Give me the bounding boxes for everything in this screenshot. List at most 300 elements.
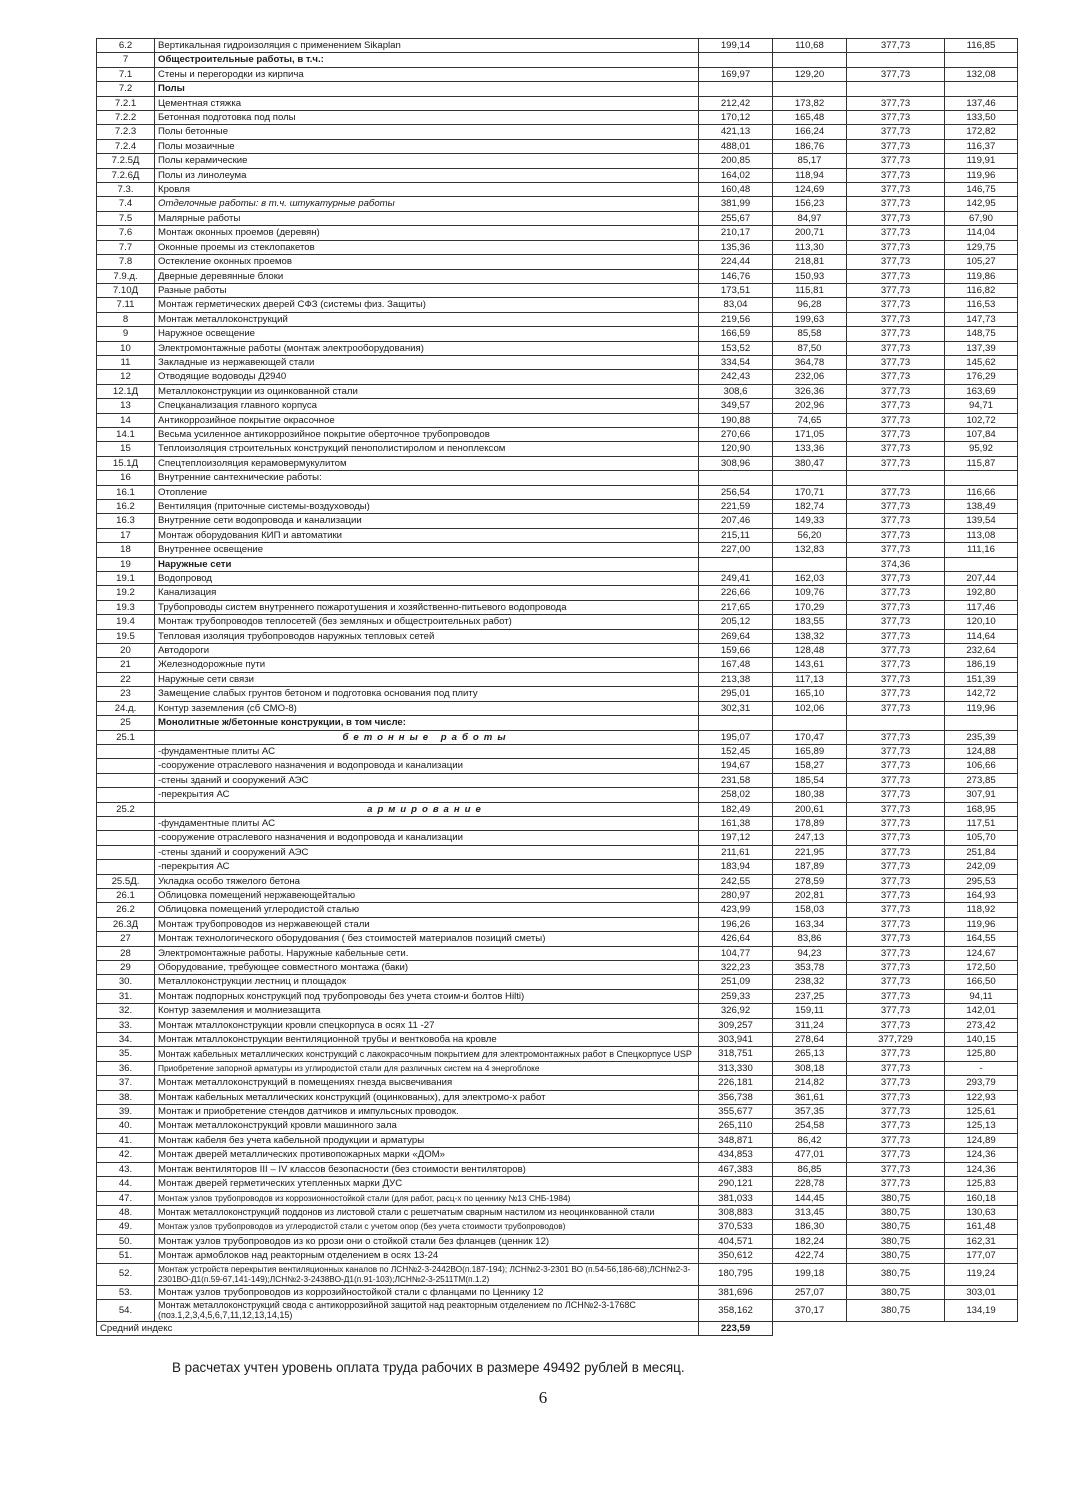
value-col2: 202,81 xyxy=(773,888,847,902)
value-col3: 377,73 xyxy=(847,744,945,758)
page-number: 6 xyxy=(538,1388,548,1407)
document-page xyxy=(96,38,1014,1336)
row-number: 53. xyxy=(97,1285,155,1299)
value-col3: 377,73 xyxy=(847,67,945,81)
value-col2: 353,78 xyxy=(773,961,847,975)
row-number: 32. xyxy=(97,1004,155,1018)
value-col1: 434,853 xyxy=(699,1148,773,1162)
row-name: Монтаж кабельных металлических конструкций с лакокрасочным покрытием для электромонтажных работ в Спецкорпусе USP xyxy=(155,1047,699,1061)
value-col3: 377,73 xyxy=(847,773,945,787)
table-row xyxy=(97,1249,1018,1263)
table-row xyxy=(97,111,1018,125)
row-number: 19.2 xyxy=(97,586,155,600)
table-row xyxy=(97,1191,1018,1205)
value-col1: 290,121 xyxy=(699,1177,773,1191)
value-col4: 124,36 xyxy=(945,1162,1018,1176)
value-col2: 115,81 xyxy=(773,283,847,297)
value-col4: 119,96 xyxy=(945,168,1018,182)
value-col1: 182,49 xyxy=(699,802,773,816)
row-number: 30. xyxy=(97,975,155,989)
table-row xyxy=(97,816,1018,830)
value-col2: 182,24 xyxy=(773,1234,847,1248)
row-name: Внутренние сантехнические работы: xyxy=(155,471,699,485)
value-col1: 381,696 xyxy=(699,1285,773,1299)
value-col2: 247,13 xyxy=(773,831,847,845)
value-col4: 134,19 xyxy=(945,1299,1018,1321)
value-col1: 270,66 xyxy=(699,427,773,441)
value-col2: 128,48 xyxy=(773,644,847,658)
value-col4: 232,64 xyxy=(945,644,1018,658)
row-name: Монтаж мталлоконструкции вентиляционной трубы и вентковоба на кровле xyxy=(155,1033,699,1047)
table-row xyxy=(97,67,1018,81)
value-col3: 377,73 xyxy=(847,1061,945,1075)
row-number: 36. xyxy=(97,1061,155,1075)
value-col1: 196,26 xyxy=(699,917,773,931)
value-col2: 170,29 xyxy=(773,600,847,614)
row-name: Монолитные ж/бетонные конструкции, в том числе: xyxy=(155,716,699,730)
value-col3: 377,73 xyxy=(847,427,945,441)
row-number: 19 xyxy=(97,557,155,571)
row-name: Закладные из нержавеющей стали xyxy=(155,355,699,369)
table-row xyxy=(97,154,1018,168)
value-col3: 377,73 xyxy=(847,456,945,470)
value-col3: 380,75 xyxy=(847,1285,945,1299)
value-col3: 377,73 xyxy=(847,802,945,816)
value-col2: 308,18 xyxy=(773,1061,847,1075)
table-row xyxy=(97,759,1018,773)
value-col2: 133,36 xyxy=(773,442,847,456)
value-col4: 125,83 xyxy=(945,1177,1018,1191)
row-number: 29 xyxy=(97,961,155,975)
value-col1: 219,56 xyxy=(699,312,773,326)
row-number: 21 xyxy=(97,658,155,672)
value-col2: 110,68 xyxy=(773,39,847,53)
row-number xyxy=(97,816,155,830)
value-col2: 170,71 xyxy=(773,485,847,499)
value-col3: 377,73 xyxy=(847,1148,945,1162)
row-name: Спецканализация главного корпуса xyxy=(155,399,699,413)
value-col1: 370,533 xyxy=(699,1220,773,1234)
value-col2: 214,82 xyxy=(773,1076,847,1090)
value-col2: 238,32 xyxy=(773,975,847,989)
row-number: 22 xyxy=(97,672,155,686)
row-name: Монтаж армоблоков над реакторным отделением в осях 13-24 xyxy=(155,1249,699,1263)
value-col2: 232,06 xyxy=(773,370,847,384)
value-col1: 356,738 xyxy=(699,1090,773,1104)
footnote: В расчетах учтен уровень оплата труда рабочих в размере 49492 рублей в месяц. xyxy=(172,1360,685,1375)
value-col2: 159,11 xyxy=(773,1004,847,1018)
value-col2: 166,24 xyxy=(773,125,847,139)
value-col2: 278,59 xyxy=(773,874,847,888)
value-col4: 105,70 xyxy=(945,831,1018,845)
value-col2: 56,20 xyxy=(773,528,847,542)
value-col3: 377,73 xyxy=(847,1105,945,1119)
value-col1: 381,99 xyxy=(699,197,773,211)
value-col1: 308,883 xyxy=(699,1205,773,1219)
row-number: 39. xyxy=(97,1105,155,1119)
value-col2: 94,23 xyxy=(773,946,847,960)
value-col2: 149,33 xyxy=(773,514,847,528)
table-row xyxy=(97,197,1018,211)
value-col2: 200,71 xyxy=(773,226,847,240)
value-col3: 377,73 xyxy=(847,312,945,326)
table-row xyxy=(97,1004,1018,1018)
value-col3: 377,73 xyxy=(847,1004,945,1018)
value-col3: 380,75 xyxy=(847,1191,945,1205)
row-name: Замещение слабых грунтов бетоном и подготовка основания под плиту xyxy=(155,687,699,701)
row-number: 7.3. xyxy=(97,183,155,197)
value-col4: 148,75 xyxy=(945,327,1018,341)
row-number: 49. xyxy=(97,1220,155,1234)
row-name: Монтаж металлоконструкций поддонов из листовой стали с решетчатым сварным настилом из неоцинкованной стали xyxy=(155,1205,699,1219)
row-name: Внутреннее освещение xyxy=(155,543,699,557)
row-number: 10 xyxy=(97,341,155,355)
value-col1: 217,65 xyxy=(699,600,773,614)
value-col4: 307,91 xyxy=(945,788,1018,802)
value-col4: 142,01 xyxy=(945,1004,1018,1018)
table-row xyxy=(97,1220,1018,1234)
value-col2: 96,28 xyxy=(773,298,847,312)
value-col2: 158,27 xyxy=(773,759,847,773)
value-col1: 197,12 xyxy=(699,831,773,845)
value-col4: 142,72 xyxy=(945,687,1018,701)
value-col4: 137,46 xyxy=(945,96,1018,110)
value-col1: 303,941 xyxy=(699,1033,773,1047)
value-col2: 124,69 xyxy=(773,183,847,197)
value-col2: 118,94 xyxy=(773,168,847,182)
row-name: Остекление оконных проемов xyxy=(155,255,699,269)
row-number: 25.1 xyxy=(97,730,155,744)
value-col3: 377,73 xyxy=(847,298,945,312)
value-col4: 251,84 xyxy=(945,845,1018,859)
value-col4: 113,08 xyxy=(945,528,1018,542)
value-col1: 258,02 xyxy=(699,788,773,802)
row-name: Отводящие водоводы Д2940 xyxy=(155,370,699,384)
value-col3 xyxy=(847,716,945,730)
value-col2: 163,34 xyxy=(773,917,847,931)
table-row xyxy=(97,917,1018,931)
value-col1: 211,61 xyxy=(699,845,773,859)
row-name: Металлоконструкции лестниц и площадок xyxy=(155,975,699,989)
value-col1: 227,00 xyxy=(699,543,773,557)
value-col2: 228,78 xyxy=(773,1177,847,1191)
value-col4: 117,51 xyxy=(945,816,1018,830)
table-row xyxy=(97,528,1018,542)
value-col2: 143,61 xyxy=(773,658,847,672)
row-number: 43. xyxy=(97,1162,155,1176)
value-col1: 318,751 xyxy=(699,1047,773,1061)
value-col2: 83,86 xyxy=(773,932,847,946)
row-name: Облицовка помещений углеродистой сталью xyxy=(155,903,699,917)
value-col1: 308,6 xyxy=(699,384,773,398)
value-col3: 377,73 xyxy=(847,989,945,1003)
value-col1: 381,033 xyxy=(699,1191,773,1205)
value-col1: 302,31 xyxy=(699,701,773,715)
value-col3: 377,73 xyxy=(847,39,945,53)
table-row xyxy=(97,572,1018,586)
value-col1: 213,38 xyxy=(699,672,773,686)
value-col4: 125,61 xyxy=(945,1105,1018,1119)
value-col4 xyxy=(945,82,1018,96)
value-col4: 164,55 xyxy=(945,932,1018,946)
value-col4: 133,50 xyxy=(945,111,1018,125)
value-col3: 377,73 xyxy=(847,500,945,514)
value-col2: 117,13 xyxy=(773,672,847,686)
value-col2: 156,23 xyxy=(773,197,847,211)
row-number: 7.10Д xyxy=(97,283,155,297)
value-col3: 377,73 xyxy=(847,946,945,960)
row-name: Полы бетонные xyxy=(155,125,699,139)
value-col2: 221,95 xyxy=(773,845,847,859)
value-col3: 377,73 xyxy=(847,917,945,931)
value-col3: 377,729 xyxy=(847,1033,945,1047)
row-number: 27 xyxy=(97,932,155,946)
row-name: Полы мозаичные xyxy=(155,139,699,153)
value-col2: 144,45 xyxy=(773,1191,847,1205)
value-col1: 251,09 xyxy=(699,975,773,989)
value-col2: 185,54 xyxy=(773,773,847,787)
value-col3: 380,75 xyxy=(847,1263,945,1285)
value-col1: 242,43 xyxy=(699,370,773,384)
value-col2: 257,07 xyxy=(773,1285,847,1299)
value-col4: 67,90 xyxy=(945,211,1018,225)
row-name: -сооружение отраслевого назначения и водопровода и канализации xyxy=(155,759,699,773)
value-col3: 377,73 xyxy=(847,255,945,269)
table-row xyxy=(97,1234,1018,1248)
value-col2: 218,81 xyxy=(773,255,847,269)
value-col1 xyxy=(699,471,773,485)
row-number: 13 xyxy=(97,399,155,413)
row-number xyxy=(97,845,155,859)
value-col3: 377,73 xyxy=(847,1047,945,1061)
value-col3: 377,73 xyxy=(847,399,945,413)
row-number: 7.4 xyxy=(97,197,155,211)
table-row xyxy=(97,82,1018,96)
value-col3 xyxy=(847,82,945,96)
value-col4: 115,87 xyxy=(945,456,1018,470)
value-col2: 370,17 xyxy=(773,1299,847,1321)
value-col3: 377,73 xyxy=(847,485,945,499)
row-number: 35. xyxy=(97,1047,155,1061)
value-col2: 187,89 xyxy=(773,860,847,874)
value-col1: 423,99 xyxy=(699,903,773,917)
value-col1: 166,59 xyxy=(699,327,773,341)
value-col3: 377,73 xyxy=(847,154,945,168)
value-col4: - xyxy=(945,1061,1018,1075)
value-col1: 358,162 xyxy=(699,1299,773,1321)
value-col3 xyxy=(847,471,945,485)
row-number: 15 xyxy=(97,442,155,456)
value-col2: 357,35 xyxy=(773,1105,847,1119)
row-number: 7.5 xyxy=(97,211,155,225)
value-col3: 377,73 xyxy=(847,269,945,283)
value-col4: 119,91 xyxy=(945,154,1018,168)
value-col4: 164,93 xyxy=(945,888,1018,902)
table-row xyxy=(97,226,1018,240)
table-row xyxy=(97,543,1018,557)
value-col1: 160,48 xyxy=(699,183,773,197)
row-number: 52. xyxy=(97,1263,155,1285)
row-name: Электромонтажные работы (монтаж электрооборудования) xyxy=(155,341,699,355)
table-row xyxy=(97,730,1018,744)
table-row xyxy=(97,701,1018,715)
value-col1: 221,59 xyxy=(699,500,773,514)
row-number: 11 xyxy=(97,355,155,369)
row-number: 34. xyxy=(97,1033,155,1047)
table-row xyxy=(97,370,1018,384)
value-col3: 377,73 xyxy=(847,730,945,744)
value-col1: 152,45 xyxy=(699,744,773,758)
value-col1: 215,11 xyxy=(699,528,773,542)
value-col3: 377,73 xyxy=(847,831,945,845)
value-col1: 334,54 xyxy=(699,355,773,369)
table-row xyxy=(97,961,1018,975)
row-number: 8 xyxy=(97,312,155,326)
value-col2: 200,61 xyxy=(773,802,847,816)
value-col3: 377,73 xyxy=(847,384,945,398)
value-col3: 377,73 xyxy=(847,860,945,874)
row-name: -фундаментные плиты АС xyxy=(155,744,699,758)
value-col1: 256,54 xyxy=(699,485,773,499)
row-name: Антикоррозийное покрытие окрасочное xyxy=(155,413,699,427)
value-col2: 74,65 xyxy=(773,413,847,427)
value-col4: 172,82 xyxy=(945,125,1018,139)
value-col3: 380,75 xyxy=(847,1249,945,1263)
table-row xyxy=(97,399,1018,413)
table-row xyxy=(97,1105,1018,1119)
table-row xyxy=(97,672,1018,686)
value-col4: 273,85 xyxy=(945,773,1018,787)
value-col3: 377,73 xyxy=(847,168,945,182)
value-col1: 104,77 xyxy=(699,946,773,960)
row-number: 16 xyxy=(97,471,155,485)
value-col2: 109,76 xyxy=(773,586,847,600)
row-number: 19.3 xyxy=(97,600,155,614)
value-col1: 226,181 xyxy=(699,1076,773,1090)
row-number: 7.2.4 xyxy=(97,139,155,153)
value-col1: 249,41 xyxy=(699,572,773,586)
value-col4: 122,93 xyxy=(945,1090,1018,1104)
row-number: 25.5Д. xyxy=(97,874,155,888)
row-number: 7.2.2 xyxy=(97,111,155,125)
row-name: Разные работы xyxy=(155,283,699,297)
row-name: Автодороги xyxy=(155,644,699,658)
value-col4: 176,29 xyxy=(945,370,1018,384)
value-col1: 83,04 xyxy=(699,298,773,312)
value-col3: 377,73 xyxy=(847,788,945,802)
row-number xyxy=(97,831,155,845)
table-row xyxy=(97,240,1018,254)
value-col2: 165,89 xyxy=(773,744,847,758)
row-number: 12.1Д xyxy=(97,384,155,398)
value-col4: 177,07 xyxy=(945,1249,1018,1263)
value-col4: 124,36 xyxy=(945,1148,1018,1162)
row-name: Монтаж мталлоконструкции кровли спецкорпуса в осях 11 -27 xyxy=(155,1018,699,1032)
row-number: 14.1 xyxy=(97,427,155,441)
value-col3: 377,73 xyxy=(847,413,945,427)
value-col1: 180,795 xyxy=(699,1263,773,1285)
value-col3: 377,73 xyxy=(847,615,945,629)
value-col3: 377,73 xyxy=(847,586,945,600)
value-col1 xyxy=(699,53,773,67)
table-row xyxy=(97,183,1018,197)
value-col3: 377,73 xyxy=(847,658,945,672)
table-row xyxy=(97,1090,1018,1104)
value-col1: 135,36 xyxy=(699,240,773,254)
table-row xyxy=(97,1263,1018,1285)
row-name: Монтаж узлов трубопроводов из коррозийностойкой стали с фланцами по Ценнику 12 xyxy=(155,1285,699,1299)
value-col1: 226,66 xyxy=(699,586,773,600)
table-row xyxy=(97,413,1018,427)
value-col3: 377,73 xyxy=(847,1119,945,1133)
value-col1: 153,52 xyxy=(699,341,773,355)
value-col4 xyxy=(945,471,1018,485)
table-row xyxy=(97,989,1018,1003)
value-col2: 165,10 xyxy=(773,687,847,701)
value-col1: 404,571 xyxy=(699,1234,773,1248)
row-number: 47. xyxy=(97,1191,155,1205)
value-col4: 172,50 xyxy=(945,961,1018,975)
value-col4: 111,16 xyxy=(945,543,1018,557)
value-col2: 113,30 xyxy=(773,240,847,254)
value-col4: 124,89 xyxy=(945,1133,1018,1147)
value-col1: 169,97 xyxy=(699,67,773,81)
value-col3: 377,73 xyxy=(847,183,945,197)
value-col1: 265,110 xyxy=(699,1119,773,1133)
row-name: Монтаж узлов трубопроводов из коррозионностойкой стали (для работ, расц-х по ценнику №13 СНБ-1984) xyxy=(155,1191,699,1205)
value-col1: 488,01 xyxy=(699,139,773,153)
value-col4: 142,95 xyxy=(945,197,1018,211)
value-col3: 377,73 xyxy=(847,975,945,989)
value-col3: 377,73 xyxy=(847,1177,945,1191)
table-row xyxy=(97,716,1018,730)
table-row xyxy=(97,860,1018,874)
value-col1: 322,23 xyxy=(699,961,773,975)
row-name: Укладка особо тяжелого бетона xyxy=(155,874,699,888)
value-col2: 165,48 xyxy=(773,111,847,125)
row-number: 7.2.3 xyxy=(97,125,155,139)
row-name: Монтаж кабельных металлических конструкций (оцинкованых), для электромо-х работ xyxy=(155,1090,699,1104)
row-number: 7.2.6Д xyxy=(97,168,155,182)
value-col1: 170,12 xyxy=(699,111,773,125)
value-col1: 195,07 xyxy=(699,730,773,744)
value-col2: 186,30 xyxy=(773,1220,847,1234)
row-name: Электромонтажные работы. Наружные кабельные сети. xyxy=(155,946,699,960)
row-number: 28 xyxy=(97,946,155,960)
value-col2 xyxy=(773,53,847,67)
value-col1: 199,14 xyxy=(699,39,773,53)
table-row xyxy=(97,1018,1018,1032)
value-col4: 120,10 xyxy=(945,615,1018,629)
table-row xyxy=(97,773,1018,787)
value-col2: 364,78 xyxy=(773,355,847,369)
row-name: Монтаж подпорных конструкций под трубопроводы без учета стоим-и болтов Hilti) xyxy=(155,989,699,1003)
value-col1: 355,677 xyxy=(699,1105,773,1119)
row-number: 51. xyxy=(97,1249,155,1263)
value-col2: 132,83 xyxy=(773,543,847,557)
value-col4: 119,24 xyxy=(945,1263,1018,1285)
value-col2: 138,32 xyxy=(773,629,847,643)
row-name: Внутренние сети водопровода и канализации xyxy=(155,514,699,528)
row-name: Наружное освещение xyxy=(155,327,699,341)
row-number: 18 xyxy=(97,543,155,557)
row-name: Монтаж устройств перекрытия вентиляционных каналов по ЛСН№2-3-2442ВО(п.187-194); ЛСН№2-3-2301 ВО (п.54-56,186-68);ЛСН№2-3-2301ВО-Д1(п.59-67,141-149);ЛСН№2-3-2438ВО-Д1(п.91-103);ЛСН№2-3-2511ТМ(п.1.2) xyxy=(155,1263,699,1285)
value-col2: 162,03 xyxy=(773,572,847,586)
value-col2 xyxy=(773,716,847,730)
value-col3: 377,73 xyxy=(847,932,945,946)
table-row xyxy=(97,500,1018,514)
value-col4: 116,85 xyxy=(945,39,1018,53)
